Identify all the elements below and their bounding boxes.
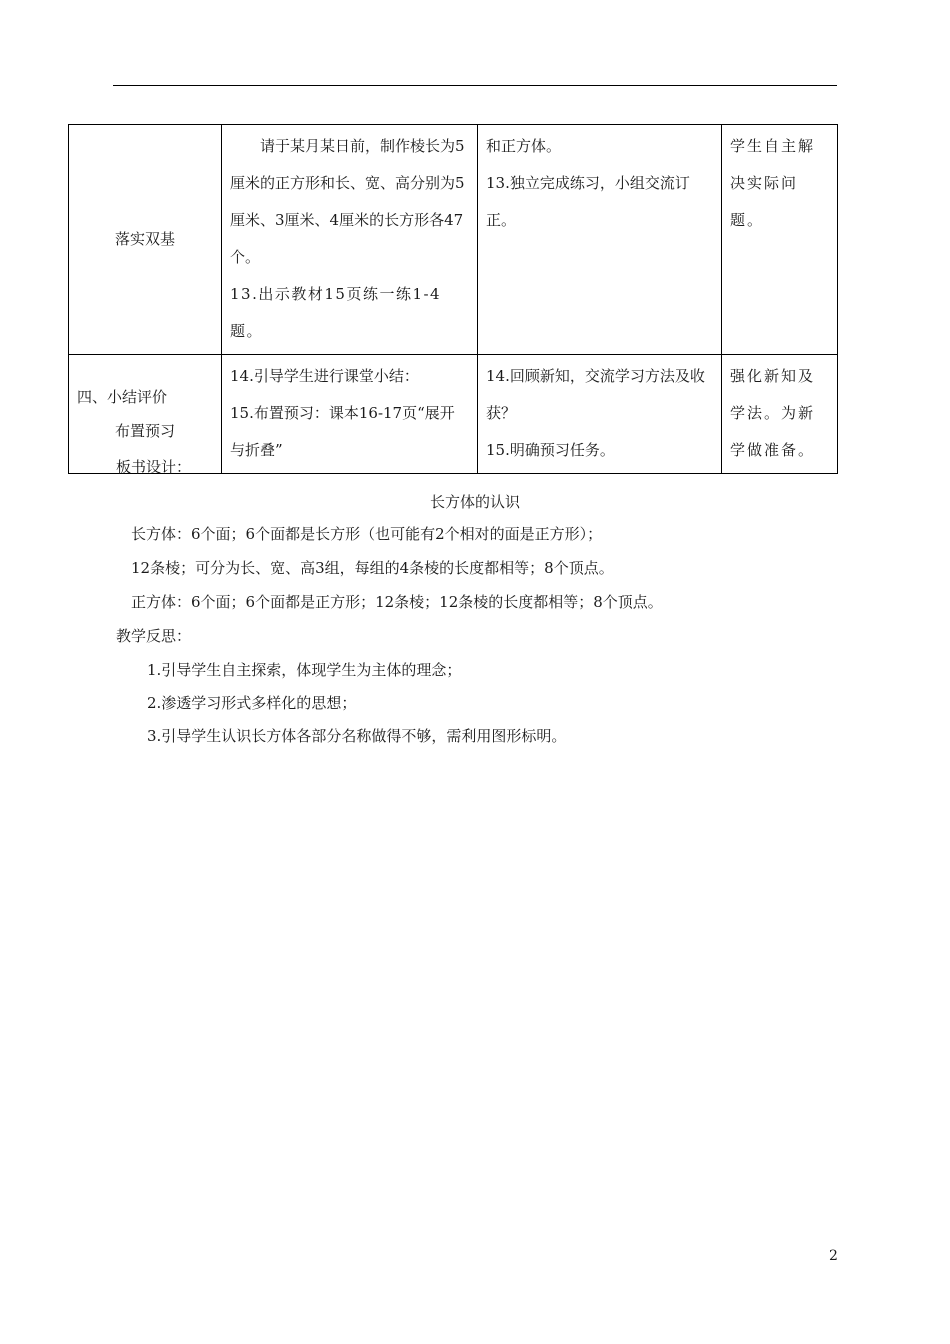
board-line: 正方体：6个面；6个面都是正方形；12条棱；12条棱的长度都相等；8个顶点。 [131,593,663,611]
stage-cell [69,125,222,355]
design-intent-cell [722,355,838,474]
stage-label: 四、小结评价 [77,388,168,406]
teacher-activity-text: 15.布置预习：课本16-17页“展开与折叠” [230,404,455,459]
reflection-item: 1.引导学生自主探索，体现学生为主体的理念； [147,661,462,679]
board-heading: 板书设计： [116,458,192,476]
teacher-activity-text: 请于某月某日前，制作棱长为5厘米的正方形和长、宽、高分别为5厘米、3厘米、4厘米的长方形各47个。 [230,137,465,266]
teacher-activity-text: 13.出示教材15页练一练1-4题。 [230,285,442,340]
design-intent-cell [722,125,838,355]
student-activity-text: 13.独立完成练习，小组交流订正。 [486,174,690,229]
board-line: 长方体：6个面；6个面都是长方形（也可能有2个相对的面是正方形）； [131,525,603,543]
lesson-plan-table [68,124,838,474]
page-number: 2 [829,1248,838,1264]
design-intent-text: 强化新知及学法。为新学做准备。 [730,367,816,459]
student-activity-cell [478,355,722,474]
student-activity-text: 15.明确预习任务。 [486,441,615,459]
stage-sublabel: 布置预习 [114,422,175,440]
table-row [69,125,838,355]
student-activity-text: 14.回顾新知，交流学习方法及收获？ [486,367,705,422]
reflection-heading: 教学反思： [116,627,192,645]
teacher-activity-cell [222,125,478,355]
stage-label: 落实双基 [114,230,175,248]
student-activity-cell [478,125,722,355]
reflection-item: 3.引导学生认识长方体各部分名称做得不够，需利用图形标明。 [147,727,567,745]
reflection-item: 2.渗透学习形式多样化的思想； [147,694,357,712]
design-intent-text: 学生自主解决实际问题。 [730,137,816,229]
header-rule [113,85,837,86]
board-title: 长方体的认识 [429,493,520,511]
board-line: 12条棱；可分为长、宽、高3组，每组的4条棱的长度都相等；8个顶点。 [131,559,614,577]
student-activity-text: 和正方体。 [486,137,562,155]
teacher-activity-cell [222,355,478,474]
teacher-activity-text: 14.引导学生进行课堂小结： [230,367,419,385]
